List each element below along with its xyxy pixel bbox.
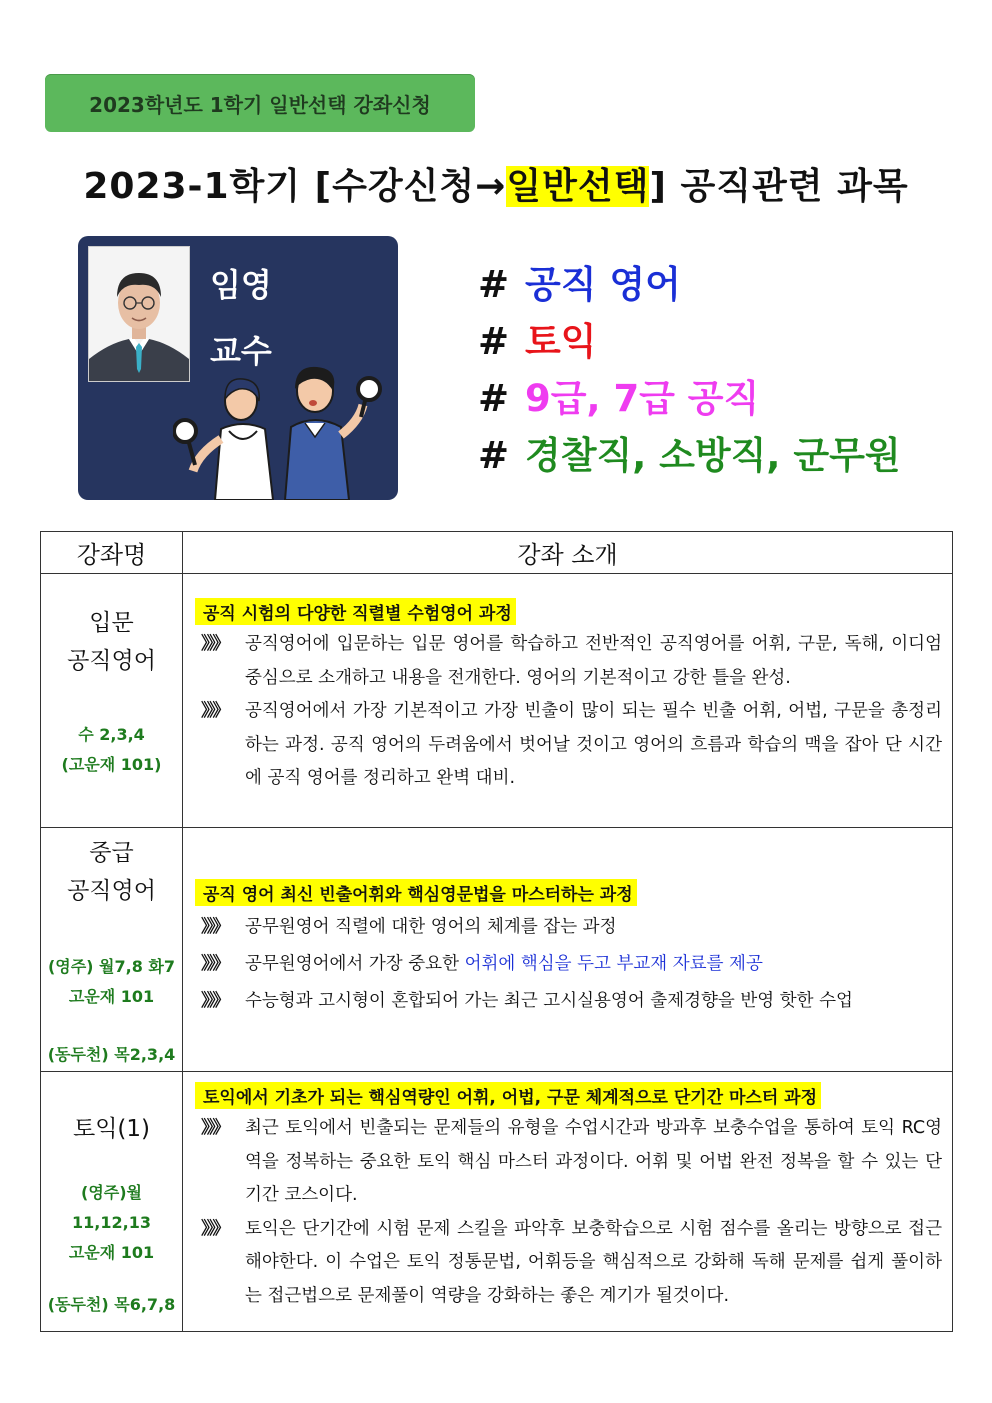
title-suffix: ] 공직관련 과목: [649, 166, 909, 207]
tag-item: # 경찰직, 소방직, 군무원: [478, 434, 901, 477]
course-schedule: (영주)월11,12,13 고운재 101 (동두천) 목6,7,8: [47, 1183, 176, 1314]
course-cell: [41, 828, 183, 1072]
title-prefix: 2023-1학기 [수강신청→: [83, 166, 507, 207]
list-item: 》》》 수능형과 고시형이 혼합되어 가는 최근 고시실용영어 출제경향을 반영 핫한 수업: [201, 991, 853, 1011]
professor-name: 임영: [210, 266, 272, 304]
course-cell: [41, 1072, 183, 1332]
course-name: 입문 공직영어: [67, 610, 156, 674]
professor-card: [78, 236, 398, 500]
list-item: 》》》 최근 토익에서 빈출되는 문제들의 유형을 수업시간과 방과후 보충수업을 통하여 토익 RC영역을 정복하는 중요한 토익 핵심 마스터 과정이다. 어휘 및 어법 완전 정복을 할 수 있는 단기간 코스이다.: [201, 1118, 942, 1205]
tag-text: 토익: [525, 320, 597, 363]
header-course-intro: 강좌 소개: [183, 532, 953, 574]
list-item: 》》》 공무원영어에서 가장 중요한 어휘에 핵심을 두고 부교재 자료를 제공: [201, 954, 763, 974]
course-name: 토익(1): [72, 1116, 150, 1142]
course-cell: [41, 574, 183, 828]
course-schedule: (영주) 월7,8 화7 고운재 101 (동두천) 목2,3,4: [47, 957, 176, 1064]
professor-title: 교수: [210, 332, 272, 370]
tag-list: [478, 256, 901, 484]
page-title: [0, 158, 992, 209]
tag-text: 경찰직, 소방직, 군무원: [525, 434, 901, 477]
course-subheading: 토익에서 기초가 되는 핵심역량인 어휘, 어법, 구문 체계적으로 단기간 마스터 과정: [195, 1082, 821, 1109]
course-description: [183, 574, 953, 828]
course-schedule: 수 2,3,4 (고운재 101): [61, 725, 162, 774]
title-highlight: 일반선택: [506, 166, 650, 207]
tag-text: 9급, 7급 공직: [525, 377, 760, 420]
course-description: [183, 828, 953, 1072]
list-item: 》》》 공직영어에서 가장 기본적이고 가장 빈출이 많이 되는 필수 빈출 어휘, 어법, 구문을 총정리 하는 과정. 공직 영어의 두려움에서 벗어날 것이고 영어의 흐름과 학습의 맥을 잡아 단 시간에 공직 영어를 정리하고 완벽 대비.: [201, 701, 942, 788]
list-item: 》》》 토익은 단기간에 시험 문제 스킬을 파악후 보충학습으로 시험 점수를 올리는 방향으로 접근해야한다. 이 수업은 토익 정통문법, 어휘등을 핵심적으로 강화해 독해 문제를 쉽게 풀이하는 접근법으로 문제풀이 역량을 강화하는 좋은 계기가 될것이다.: [201, 1218, 942, 1306]
magnifier-people-illustration: [173, 361, 393, 500]
table-row: [41, 828, 953, 1072]
semester-badge: 2023학년도 1학기 일반선택 강좌신청: [45, 74, 475, 132]
course-subheading: 공직 영어 최신 빈출어휘와 핵심영문법을 마스터하는 과정: [195, 879, 637, 906]
tag-item: # 공직 영어: [478, 263, 681, 306]
table-header-row: [41, 532, 953, 574]
tag-text: 공직 영어: [525, 263, 681, 306]
tag-item: # 9급, 7급 공직: [478, 377, 760, 420]
table-row: [41, 1072, 953, 1332]
table-row: [41, 574, 953, 828]
list-item: 》》》 공무원영어 직렬에 대한 영어의 체계를 잡는 과정: [201, 917, 617, 937]
course-table: [40, 531, 953, 1332]
tag-item: # 토익: [478, 320, 597, 363]
course-description: [183, 1072, 953, 1332]
course-name: 중급 공직영어: [67, 840, 156, 904]
course-subheading: 공직 시험의 다양한 직렬별 수험영어 과정: [195, 598, 516, 625]
list-item: 》》》 공직영어에 입문하는 입문 영어를 학습하고 전반적인 공직영어를 어휘, 구문, 독해, 이디엄 중심으로 소개하고 내용을 전개한다. 영어의 기본적이고 강한 틀을 완성.: [201, 634, 942, 688]
header-course-name: 강좌명: [41, 532, 183, 574]
